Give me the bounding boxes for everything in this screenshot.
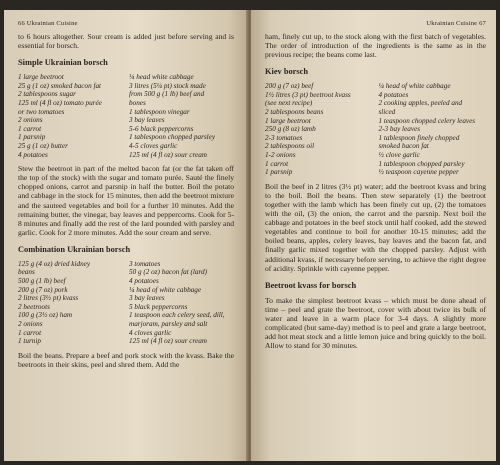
ingredient-line: 3 tomatoes	[129, 259, 161, 268]
ingredient-line: 1 turnip	[18, 337, 41, 346]
ingredient-line: 3 litres (5¼ pt) stock made	[129, 81, 206, 90]
ingredient-line: 1 carrot	[18, 124, 42, 133]
ingredient-line: 5-6 black peppercorns	[129, 124, 194, 133]
ingredient-line: ¼ head of white cabbage	[129, 285, 202, 294]
ingredient-line: ½ teaspoon cayenne pepper	[378, 168, 459, 177]
recipe-title-beetroot-kvass: Beetroot kvass for borsch	[265, 280, 357, 290]
ingredient-line: ¼ head of white cabbage	[378, 82, 451, 91]
left-page	[4, 10, 248, 461]
ingredient-line: 3 bay leaves	[129, 116, 165, 125]
ingredient-line: marjoram, parsley and salt	[129, 320, 208, 329]
ingredient-line: 1 carrot	[265, 159, 289, 168]
ingredient-line: 125 g (4 oz) dried kidney	[18, 259, 91, 268]
ingredient-line: 2 onions	[18, 320, 43, 329]
method-kiev-borsch: Boil the beef in 2 litres (3½ pt) water; add the beetroot kvass and bring to the boil. Boil the beans. Then stew separately (1) the beetroot together with the lamb which has been finely cut up, (2) the tomatoes with the oil, (3) the onion, the carrot and the parsnip. Next boil the cabbage and potatoes in the beef stock until half cooked, add the stewed vegetables and continue to boil for another 10-15 minutes; add the boiled beans, apples, celery leaves, bay leaves and the bacon fat, and finally garlic mixed together with the chopped parsley. Adjust with additional kvass, if necessary before serving, to achieve the right degree of acidity. Sprinkle with cayenne pepper.	[265, 181, 486, 273]
ingredients-kiev-borsch	[265, 82, 486, 177]
ingredient-line: 1 tablespoon vinegar	[129, 107, 190, 116]
ingredient-line: (see next recipe)	[265, 99, 313, 108]
ingredient-line: ½ clove garlic	[378, 151, 420, 160]
ingredient-line: 125 ml (4 fl oz) sour cream	[129, 337, 207, 346]
ingredients-column-right	[379, 82, 487, 177]
ingredient-line: 1 large beetroot	[18, 73, 64, 82]
recipe-title-simple-borsch: Simple Ukrainian borsch	[18, 58, 108, 68]
ingredient-line: 25 g (1 oz) smoked bacon fat	[18, 81, 102, 90]
ingredient-line: 500 g (1 lb) beef	[18, 277, 66, 286]
right-page	[251, 10, 496, 461]
ingredients-column-right	[129, 73, 234, 159]
ingredient-line: beans	[18, 268, 35, 277]
ingredient-line: 1 parsnip	[265, 168, 293, 177]
ingredient-line: 2 tablespoons sugar	[18, 90, 76, 99]
ingredients-column-left	[18, 260, 123, 346]
ingredients-combination-borsch	[18, 260, 234, 346]
method-beetroot-kvass: To make the simplest beetroot kvass – which must be done ahead of time – peel and grate the beetroot, cover with about twice its bulk of water and leave in a warm place for 3-4 days. A slightly more complicated (but same-day) method is to peel and grate a large beetroot, add hot meat stock and a little lemon juice and bring quickly to the boil. Allow to stand for 30 minutes.	[265, 295, 486, 351]
ingredient-line: 1 parsnip	[18, 133, 46, 142]
ingredient-line: or two tomatoes	[18, 107, 65, 116]
left-intro-paragraph: to 6 hours altogether. Sour cream is added just before serving and is essential for borsch.	[18, 32, 234, 51]
ingredient-line: 4 potatoes	[129, 277, 159, 286]
ingredient-line: 1 teaspoon chopped celery leaves	[378, 116, 476, 125]
ingredient-line: 4 potatoes	[378, 90, 409, 99]
ingredient-line: 3 bay leaves	[129, 294, 165, 303]
ingredient-line: bones	[129, 98, 146, 107]
ingredient-line: 125 ml (4 fl oz) sour cream	[129, 150, 207, 159]
ingredient-line: 1 tablespoon chopped parsley	[129, 133, 216, 142]
ingredient-line: 2-3 tomatoes	[265, 133, 303, 142]
method-combination-borsch: Boil the beans. Prepare a beef and pork stock with the kvass. Bake the beetroots in their skins, peel and shred them. Add the	[18, 350, 234, 369]
recipe-title-kiev-borsch: Kiev borsch	[265, 67, 309, 77]
ingredient-line: 1 carrot	[18, 328, 42, 337]
ingredient-line: 1 tablespoon chopped parsley	[378, 159, 465, 168]
ingredient-line: 2 cooking apples, peeled and	[378, 99, 463, 108]
ingredient-line: 2-3 bay leaves	[378, 125, 421, 134]
ingredient-line: smoked bacon fat	[378, 142, 429, 151]
right-running-head: Ukrainian Cuisine 67	[426, 20, 486, 27]
ingredient-line: 4-5 cloves garlic	[129, 141, 178, 150]
ingredient-line: 200 g (7 oz) pork	[18, 285, 68, 294]
ingredient-line: 200 g (7 oz) beef	[265, 82, 314, 91]
open-book	[4, 10, 496, 461]
ingredient-line: 25 g (1 oz) butter	[18, 141, 68, 150]
ingredient-line: sliced	[378, 108, 396, 117]
ingredient-line: 2 tablespoons beans	[265, 108, 324, 117]
ingredient-line: 1 large beetroot	[265, 116, 311, 125]
ingredient-line: 125 ml (4 fl oz) tomato purée	[18, 98, 102, 107]
ingredient-line: 2 tablespoons oil	[265, 142, 315, 151]
ingredients-column-left	[265, 82, 373, 177]
ingredient-line: 1-2 onions	[265, 151, 296, 160]
ingredients-column-left	[18, 73, 123, 159]
ingredient-line: 4 potatoes	[18, 150, 48, 159]
ingredient-line: 250 g (8 oz) lamb	[265, 125, 316, 134]
ingredients-simple-borsch	[18, 73, 234, 159]
ingredient-line: 1½ litres (3 pt) beetroot kvass	[265, 90, 351, 99]
ingredient-line: 50 g (2 oz) bacon fat (lard)	[129, 268, 207, 277]
ingredient-line: 2 litres (3½ pt) kvass	[18, 294, 79, 303]
recipe-title-combination-borsch: Combination Ukrainian borsch	[18, 244, 131, 254]
ingredient-line: 1 tablespoon finely chopped	[378, 133, 460, 142]
ingredients-column-right	[129, 260, 234, 346]
ingredient-line: 1 teaspoon each celery seed, dill,	[129, 311, 225, 320]
ingredient-line: 4 cloves garlic	[129, 328, 172, 337]
left-running-head: 66 Ukrainian Cuisine	[18, 20, 78, 27]
ingredient-line: 100 g (3½ oz) ham	[18, 311, 73, 320]
ingredient-line: from 500 g (1 lb) beef and	[129, 90, 205, 99]
ingredient-line: 2 onions	[18, 116, 43, 125]
method-simple-borsch: Stew the beetroot in part of the melted bacon fat (or the fat taken off the top of the stock) with the sugar and tomato purée. Sauté the finely chopped onions, carrot and parsnip in half the butter. Boil the potato and cabbage in the stock for 15 minutes, then add the beetroot mixture and the sauteed vegetables and boil for a further 10 minutes. Add the remaining butter, the vinegar, bay leaves and peppercorns. Cook for 5-8 minutes and finally add the rest of the lard pounded with parsley and garlic. Cook for 2 more minutes. Add the sour cream and serve.	[18, 164, 234, 237]
right-intro-paragraph: ham, finely cut up, to the stock along with the first batch of vegetables. The order of introduction of the ingredients is the same as in the previous recipe; the beans come last.	[265, 32, 486, 60]
ingredient-line: ¼ head white cabbage	[129, 73, 194, 82]
ingredient-line: 2 beetroots	[18, 302, 50, 311]
ingredient-line: 5 black peppercorns	[129, 302, 188, 311]
